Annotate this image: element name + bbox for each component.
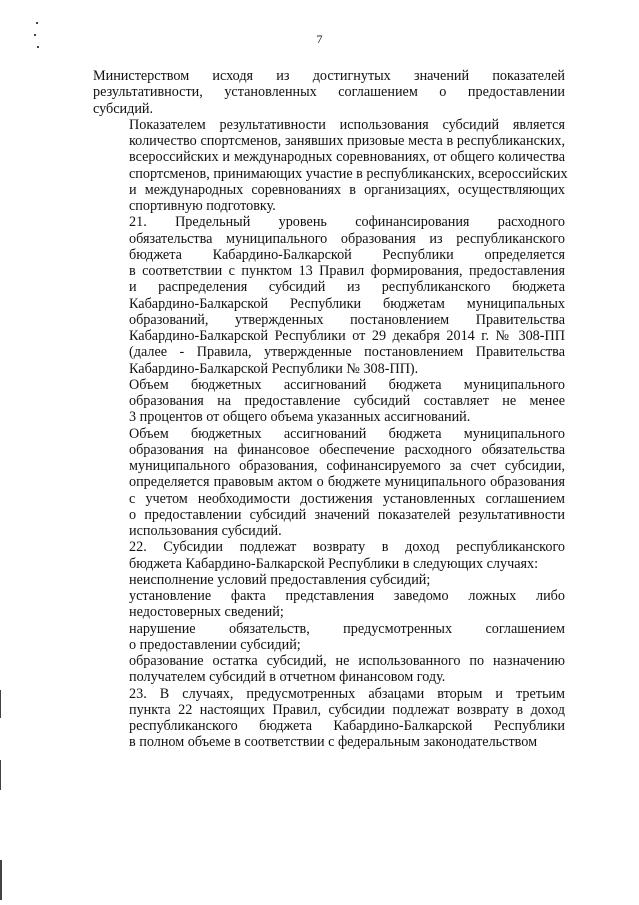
text-line: спортсменов, принимающих участие в республиканских, всероссийских xyxy=(129,165,568,182)
paragraph xyxy=(93,116,568,215)
scan-mark xyxy=(36,22,38,24)
page-number: 7 xyxy=(316,32,323,46)
paragraph xyxy=(93,588,565,621)
text-line: о предоставлении субсидий; xyxy=(129,636,301,653)
text-line: муниципального образования, софинансируемого за счет субсидии, xyxy=(129,458,565,474)
paragraph xyxy=(93,68,565,117)
text-line: образования на предоставление субсидий составляет не менее xyxy=(129,393,565,409)
text-line: 23. В случаях, предусмотренных абзацами вторым и третьим xyxy=(129,685,565,702)
text-line: образования на финансовое обеспечение расходного обязательства xyxy=(129,441,565,458)
text-line: (далее - Правила, утвержденные постановлением Правительства xyxy=(129,344,565,361)
text-line: спортивную подготовку. xyxy=(129,198,276,214)
text-line: бюджета Кабардино-Балкарской Республики определяется xyxy=(129,246,565,263)
text-line: республиканского бюджета Кабардино-Балкарской Республики xyxy=(129,718,565,734)
text-line: Министерством исходя из достигнутых значений показателей xyxy=(93,68,565,84)
text-line: обязательства муниципального образования из республиканского xyxy=(129,230,565,247)
text-line: неисполнение условий предоставления субсидий; xyxy=(129,571,431,588)
paragraph xyxy=(93,214,565,377)
text-line: с учетом необходимости достижения установленных соглашением xyxy=(129,490,565,507)
text-line: Объем бюджетных ассигнований бюджета муниципального xyxy=(129,425,565,442)
text-line: и международных соревнованиях в организациях, осуществляющих xyxy=(129,181,565,198)
text-line: Показателем результативности использования субсидий является xyxy=(129,116,565,133)
text-line: 22. Субсидии подлежат возврату в доход республиканского xyxy=(129,539,565,556)
text-line: субсидий. xyxy=(93,100,154,117)
text-line: определяется правовым актом о бюджете муниципального образования xyxy=(129,474,565,491)
text-line: всероссийских и международных соревнованиях, от общего количества xyxy=(129,149,565,166)
paragraph xyxy=(93,686,565,751)
paragraph xyxy=(93,426,565,540)
scan-mark xyxy=(0,690,1,718)
text-line: Объем бюджетных ассигнований бюджета муниципального xyxy=(129,376,565,393)
text-line: нарушение обязательств, предусмотренных соглашением xyxy=(129,620,565,637)
text-line: Кабардино-Балкарской Республики от 29 декабря 2014 г. № 308-ПП xyxy=(129,328,565,344)
text-line: недостоверных сведений; xyxy=(129,604,284,621)
text-line: 3 процентов от общего объема указанных ассигнований. xyxy=(129,409,471,426)
text-line: получателем субсидий в отчетном финансовом году. xyxy=(129,669,446,686)
paragraph xyxy=(93,621,565,654)
text-line: образований, утвержденных постановлением Правительства xyxy=(129,311,565,328)
scan-mark xyxy=(0,860,2,900)
text-line: использования субсидий. xyxy=(129,523,282,539)
document-body xyxy=(93,68,568,751)
text-line: количество спортсменов, занявших призовые места в республиканских, xyxy=(129,133,565,149)
text-line: в полном объеме в соответствии с федеральным законодательством xyxy=(129,734,538,751)
text-line: бюджета Кабардино-Балкарской Республики в следующих случаях: xyxy=(129,555,539,572)
text-line: результативности, установленных соглашением о предоставлении xyxy=(93,84,565,101)
text-line: о предоставлении субсидий значений показателей результативности xyxy=(129,506,565,523)
paragraph xyxy=(93,539,565,572)
text-line: в соответствии с пунктом 13 Правил формирования, предоставления xyxy=(129,263,565,279)
paragraph xyxy=(93,572,565,588)
paragraph xyxy=(93,377,565,426)
text-line: Кабардино-Балкарской Республики № 308-ПП). xyxy=(129,360,419,377)
text-line: пункта 22 настоящих Правил, субсидии подлежат возврату в доход xyxy=(129,701,565,718)
text-line: и распределения субсидий из республиканского бюджета xyxy=(129,279,565,296)
text-line: Кабардино-Балкарской Республики бюджетам муниципальных xyxy=(129,295,565,312)
text-line: установление факта представления заведомо ложных либо xyxy=(129,588,565,604)
scan-mark xyxy=(34,34,36,36)
scan-mark xyxy=(37,46,39,48)
paragraph xyxy=(93,653,565,686)
text-line: образование остатка субсидий, не использованного по назначению xyxy=(129,653,565,669)
text-line: 21. Предельный уровень софинансирования расходного xyxy=(129,214,565,231)
scan-mark xyxy=(0,760,1,790)
